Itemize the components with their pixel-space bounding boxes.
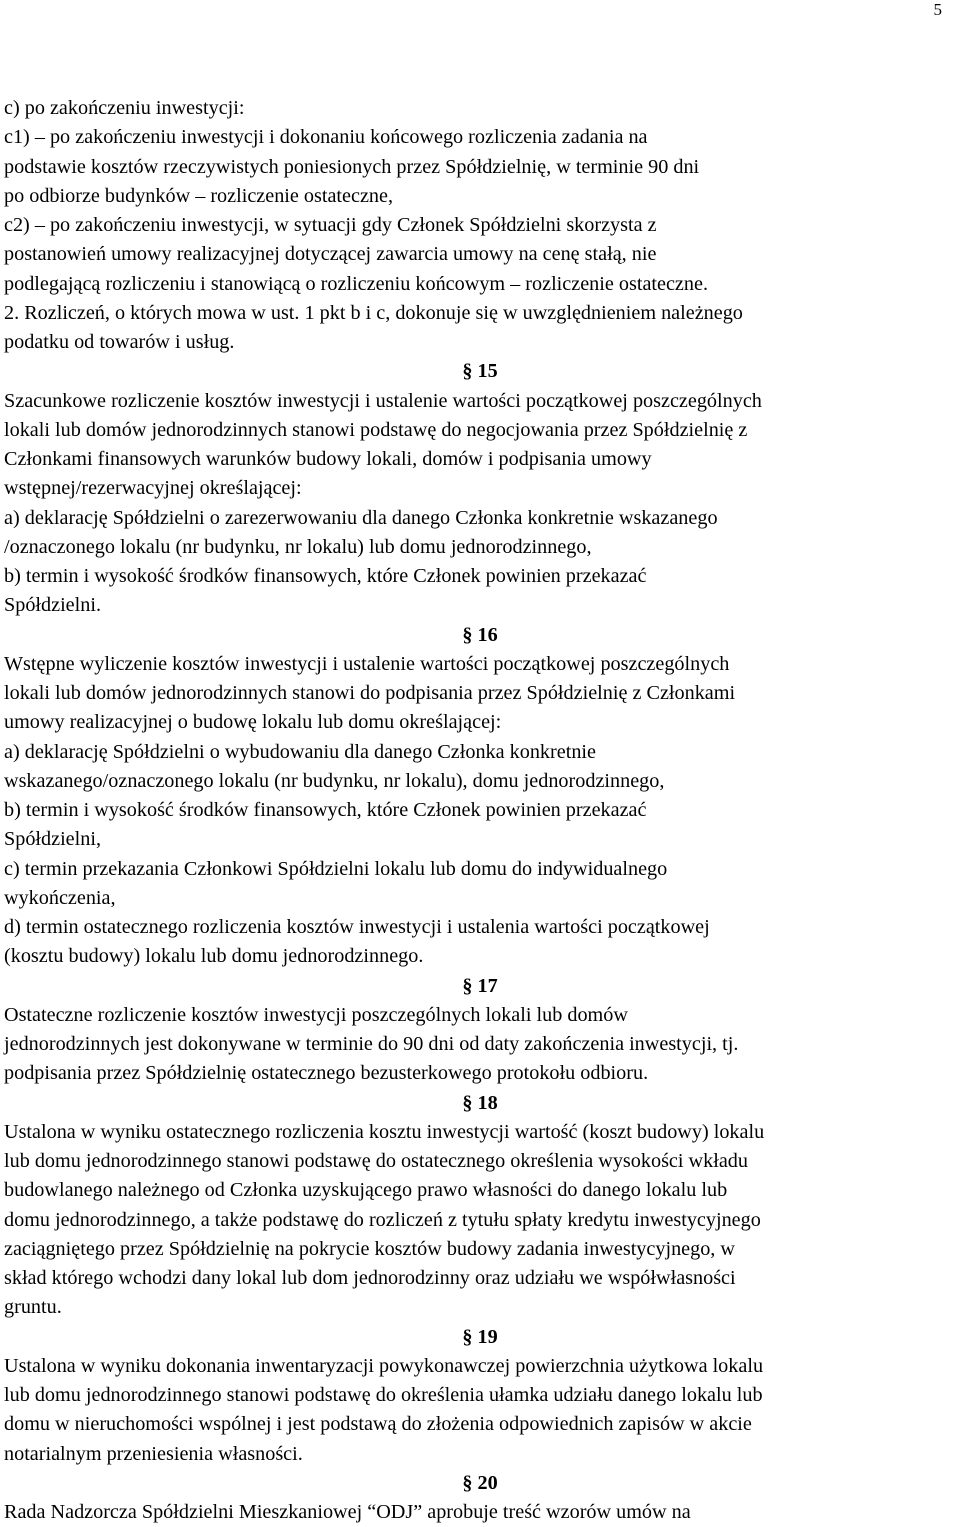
text-line: wskazanego/oznaczonego lokalu (nr budynku, nr lokalu), domu jednorodzinnego, <box>4 769 665 792</box>
text-line: c) po zakończeniu inwestycji: <box>4 97 245 119</box>
text-line: b) termin i wysokość środków finansowych, które Członek powinien przekazać <box>4 799 647 821</box>
text-line: podlegającą rozliczeniu i stanowiącą o rozliczeniu końcowym – rozliczenie ostateczne. <box>4 272 708 295</box>
text-line: gruntu. <box>4 1296 62 1319</box>
text-line: podatku od towarów i usług. <box>4 331 235 353</box>
text-line: a) deklarację Spółdzielni o wybudowaniu dla danego Członka konkretnie <box>4 740 596 763</box>
text-line: d) termin ostatecznego rozliczenia kosztów inwestycji i ustalenia wartości początkowej <box>4 916 710 938</box>
document-body <box>4 94 956 1527</box>
text-line: wykończenia, <box>4 886 116 909</box>
text-line: lokali lub domów jednorodzinnych stanowi podstawę do negocjowania przez Spółdzielnię z <box>4 418 748 441</box>
text-line: 2. Rozliczeń, o których mowa w ust. 1 pkt b i c, dokonuje się w uwzględnieniem należnego <box>4 301 743 324</box>
section-18 <box>4 1089 956 1323</box>
section-heading: § 20 <box>462 1471 498 1494</box>
text-line: Spółdzielni, <box>4 828 102 851</box>
section-15 <box>4 357 956 620</box>
text-line: jednorodzinnych jest dokonywane w terminie do 90 dni od daty zakończenia inwestycji, tj. <box>4 1033 739 1055</box>
text-line: budowlanego należnego od Członka uzyskującego prawo własności do danego lokalu lub <box>4 1179 728 1202</box>
text-line: c2) – po zakończeniu inwestycji, w sytuacji gdy Członek Spółdzielni skorzysta z <box>4 214 657 236</box>
text-line: Wstępne wyliczenie kosztów inwestycji i ustalenie wartości początkowej poszczególnych <box>4 652 730 675</box>
text-line: lub domu jednorodzinnego stanowi podstawę do ostatecznego określenia wysokości wkładu <box>4 1150 748 1172</box>
block-c <box>4 94 956 357</box>
text-line: wstępnej/rezerwacyjnej określającej: <box>4 477 302 500</box>
text-line: a) deklarację Spółdzielni o zarezerwowaniu dla danego Członka konkretnie wskazanego <box>4 506 718 529</box>
text-line: Ostateczne rozliczenie kosztów inwestycji poszczególnych lokali lub domów <box>4 1003 628 1026</box>
section-19 <box>4 1323 956 1469</box>
text-line: c1) – po zakończeniu inwestycji i dokonaniu końcowego rozliczenia zadania na <box>4 126 648 149</box>
text-line: umowy realizacyjnej o budowę lokalu lub domu określającej: <box>4 711 502 734</box>
text-line: (kosztu budowy) lokalu lub domu jednorodzinnego. <box>4 945 424 968</box>
text-line: postanowień umowy realizacyjnej dotyczącej zawarcia umowy na cenę stałą, nie <box>4 243 657 266</box>
text-line: podstawie kosztów rzeczywistych poniesionych przez Spółdzielnię, w terminie 90 dni <box>4 155 700 178</box>
text-line: Ustalona w wyniku dokonania inwentaryzacji powykonawczej powierzchnia użytkowa lokalu <box>4 1354 764 1377</box>
text-line: Rada Nadzorcza Spółdzielni Mieszkaniowej “ODJ” aprobuje treść wzorów umów na <box>4 1501 691 1523</box>
text-line: /oznaczonego lokalu (nr budynku, nr lokalu) lub domu jednorodzinnego, <box>4 535 592 558</box>
section-16 <box>4 621 956 972</box>
text-line: Szacunkowe rozliczenie kosztów inwestycji i ustalenie wartości początkowej poszczególnych <box>4 389 762 412</box>
section-heading: § 19 <box>462 1325 498 1348</box>
section-17 <box>4 972 956 1089</box>
section-heading: § 15 <box>462 360 498 383</box>
text-line: skład którego wchodzi dany lokal lub dom jednorodzinny oraz udziału we współwłasności <box>4 1267 736 1289</box>
text-line: lokali lub domów jednorodzinnych stanowi do podpisania przez Spółdzielnię z Członkami <box>4 682 736 704</box>
text-line: podpisania przez Spółdzielnię ostatecznego bezusterkowego protokołu odbioru. <box>4 1062 649 1085</box>
text-line: Ustalona w wyniku ostatecznego rozliczenia kosztu inwestycji wartość (koszt budowy) lokalu <box>4 1120 765 1143</box>
section-heading: § 17 <box>462 974 498 997</box>
text-line: domu w nieruchomości wspólnej i jest podstawą do złożenia odpowiednich zapisów w akcie <box>4 1413 752 1436</box>
text-line: Członkami finansowych warunków budowy lokali, domów i podpisania umowy <box>4 448 652 470</box>
section-heading: § 16 <box>462 623 498 646</box>
text-line: b) termin i wysokość środków finansowych, które Członek powinien przekazać <box>4 565 647 587</box>
text-line: Spółdzielni. <box>4 594 102 617</box>
text-line: zaciągniętego przez Spółdzielnię na pokrycie kosztów budowy zadania inwestycyjnego, w <box>4 1237 735 1260</box>
text-line: c) termin przekazania Członkowi Spółdzielni lokalu lub domu do indywidualnego <box>4 857 668 880</box>
text-line: po odbiorze budynków – rozliczenie ostateczne, <box>4 184 394 207</box>
text-line: notarialnym przeniesienia własności. <box>4 1442 303 1465</box>
page-number: 5 <box>933 0 942 19</box>
section-heading: § 18 <box>462 1091 498 1114</box>
text-line: domu jednorodzinnego, a także podstawę do rozliczeń z tytułu spłaty kredytu inwestycyjnego <box>4 1208 761 1231</box>
text-line: lub domu jednorodzinnego stanowi podstawę do określenia ułamka udziału danego lokalu lub <box>4 1384 763 1406</box>
section-20 <box>4 1469 956 1527</box>
